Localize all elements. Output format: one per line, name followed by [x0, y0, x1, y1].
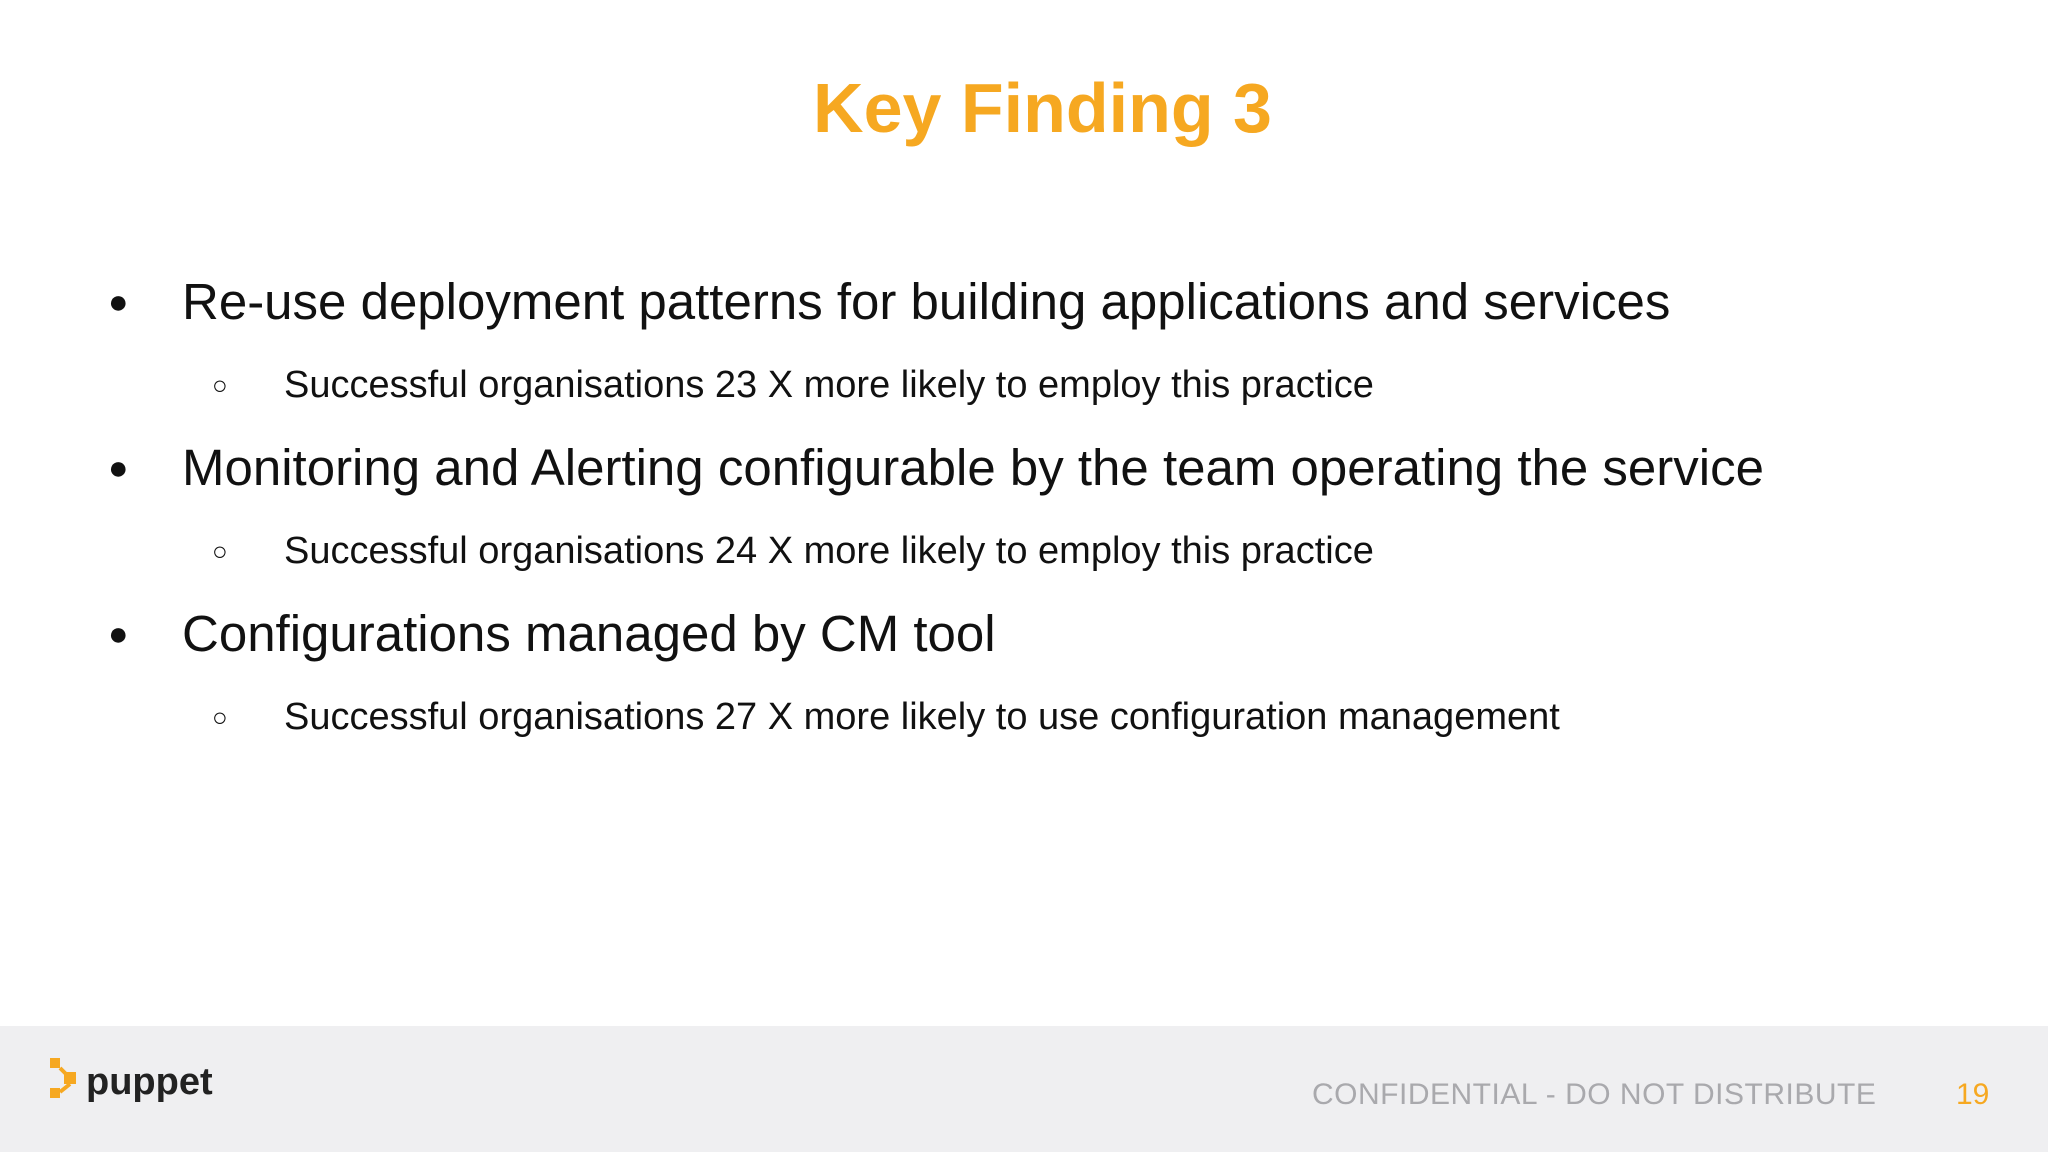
slide-title: Key Finding 3 — [813, 69, 1272, 147]
sub-bullet-item-1 — [212, 362, 1374, 408]
sub-bullet-item-3 — [212, 694, 1560, 740]
bullet-marker: ● — [108, 283, 129, 321]
bullet-item-2 — [108, 438, 1764, 498]
bullet-text: Re-use deployment patterns for building applications and services — [182, 273, 1671, 330]
sub-bullet-marker: ○ — [212, 536, 228, 566]
sub-bullet-marker: ○ — [212, 370, 228, 400]
sub-bullet-marker: ○ — [212, 702, 228, 732]
sub-bullet-item-2 — [212, 528, 1374, 574]
puppet-logo — [48, 1056, 213, 1102]
bullet-item-1 — [108, 272, 1670, 332]
sub-bullet-text: Successful organisations 23 X more likely to employ this practice — [284, 364, 1374, 406]
slide-footer — [0, 1026, 2048, 1152]
confidential-notice: CONFIDENTIAL - DO NOT DISTRIBUTE — [1312, 1078, 1877, 1111]
puppet-logo-icon — [48, 1056, 80, 1102]
sub-bullet-text: Successful organisations 27 X more likely to use configuration management — [284, 696, 1560, 738]
bullet-marker: ● — [108, 449, 129, 487]
logo-wordmark: puppet — [86, 1061, 213, 1103]
bullet-text: Configurations managed by CM tool — [182, 605, 996, 662]
bullet-item-3 — [108, 604, 996, 664]
sub-bullet-text: Successful organisations 24 X more likely to employ this practice — [284, 530, 1374, 572]
page-number: 19 — [1956, 1078, 1990, 1111]
bullet-marker: ● — [108, 615, 129, 653]
bullet-text: Monitoring and Alerting configurable by the team operating the service — [182, 439, 1764, 496]
